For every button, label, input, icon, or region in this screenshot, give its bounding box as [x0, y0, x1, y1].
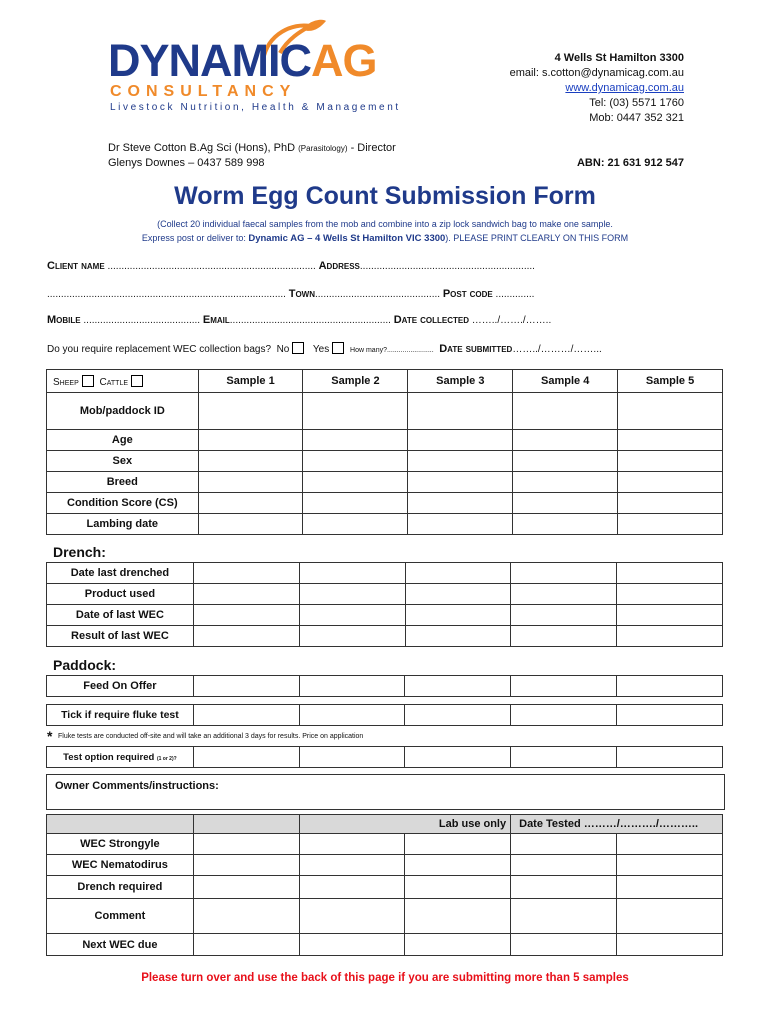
row-label-age: Age	[47, 430, 199, 451]
contact-block	[424, 51, 684, 126]
table-row	[47, 705, 723, 726]
abn-number: ABN: 21 631 912 547	[576, 157, 684, 169]
row-label-fluke-test: Tick if require fluke test	[47, 705, 194, 726]
test-option-table	[46, 746, 723, 768]
date-tested-label: Date Tested ………/………./………..	[511, 815, 723, 834]
contact-email: email: s.cotton@dynamicag.com.au	[509, 67, 684, 79]
fluke-note: Fluke tests are conducted off-site and will take an additional 3 days for results. Price on application	[58, 733, 364, 740]
no-checkbox[interactable]	[292, 342, 304, 354]
table-row	[47, 393, 723, 430]
table-row	[47, 855, 723, 876]
row-label-wec-strongyle: WEC Strongyle	[47, 834, 194, 855]
contact-address: 4 Wells St Hamilton 3300	[554, 52, 684, 64]
instruction-line-2: Express post or deliver to: Dynamic AG – 4 Wells St Hamilton VIC 3300). PLEASE PRINT CLEARLY ON THIS FORM	[141, 233, 629, 244]
row-label-feed-on-offer: Feed On Offer	[47, 676, 194, 697]
table-row	[47, 493, 723, 514]
row-label-test-option: Test option required (1 or 2)?	[47, 747, 194, 768]
sheep-checkbox[interactable]	[82, 375, 94, 387]
paddock-heading: Paddock:	[53, 657, 117, 673]
drench-heading: Drench:	[53, 544, 106, 560]
company-logo	[108, 35, 377, 86]
table-row	[47, 584, 723, 605]
owner-comments-label: Owner Comments/instructions:	[55, 780, 219, 792]
yes-checkbox[interactable]	[332, 342, 344, 354]
instruction-line-1: (Collect 20 individual faecal samples from the mob and combine into a zip lock sandwich bag to make one sample.	[157, 219, 613, 229]
town-field[interactable]: ...................................................................................... Town............................................. Post code ..............	[47, 288, 535, 300]
row-label-result-last-wec: Result of last WEC	[47, 626, 194, 647]
table-row	[47, 834, 723, 855]
row-label-sex: Sex	[47, 451, 199, 472]
row-label-mob-paddock: Mob/paddock ID	[47, 393, 199, 430]
owner-comments-box[interactable]	[46, 774, 725, 810]
contact-tel: Tel: (03) 5571 1760	[589, 97, 684, 109]
drench-table	[46, 562, 723, 647]
row-label-comment: Comment	[47, 899, 194, 934]
staff-director-paren: (Parasitology)	[298, 144, 348, 153]
table-row	[47, 934, 723, 956]
row-label-drench-required: Drench required	[47, 876, 194, 899]
staff-second-contact: Glenys Downes – 0437 589 998	[108, 157, 265, 169]
table-row	[47, 605, 723, 626]
client-name-field[interactable]: Client name ........................................................................... Address...............................................................	[47, 260, 535, 272]
fluke-table	[46, 704, 723, 726]
staff-block	[108, 141, 396, 171]
fluke-asterisk: *	[47, 728, 53, 744]
table-row	[47, 676, 723, 697]
lab-table	[46, 814, 723, 956]
table-row	[47, 514, 723, 535]
table-row	[47, 899, 723, 934]
staff-director-role: - Director	[350, 142, 396, 154]
table-row	[47, 451, 723, 472]
table-row	[47, 472, 723, 493]
contact-mob: Mob: 0447 352 321	[589, 112, 684, 124]
lab-use-only-label: Lab use only	[299, 815, 511, 834]
bags-question-row: Do you require replacement WEC collection bags? No Yes How many?........................ Date submitted……../………/……...	[47, 343, 602, 355]
table-row	[47, 876, 723, 899]
table-row	[47, 626, 723, 647]
row-label-condition-score: Condition Score (CS)	[47, 493, 199, 514]
logo-tagline: Livestock Nutrition, Health & Management	[110, 102, 401, 113]
staff-director-name: Dr Steve Cotton B.Ag Sci (Hons), PhD	[108, 142, 296, 154]
sample-2-header: Sample 2	[303, 370, 408, 393]
logo-ag-text: AG	[311, 35, 377, 86]
row-label-breed: Breed	[47, 472, 199, 493]
row-label-wec-nematodirus: WEC Nematodirus	[47, 855, 194, 876]
feed-table	[46, 675, 723, 697]
logo-dynamic-text: DYNAMIC	[108, 35, 311, 86]
table-row	[47, 747, 723, 768]
sample-4-header: Sample 4	[513, 370, 618, 393]
table-row	[47, 563, 723, 584]
sample-5-header: Sample 5	[618, 370, 723, 393]
lab-header-row	[47, 815, 723, 834]
logo-consultancy-text: CONSULTANCY	[110, 83, 297, 100]
row-label-product-used: Product used	[47, 584, 194, 605]
contact-website-link[interactable]: www.dynamicag.com.au	[565, 82, 684, 94]
table-row	[47, 430, 723, 451]
species-cell: Sheep Cattle	[47, 370, 199, 393]
row-label-date-last-wec: Date of last WEC	[47, 605, 194, 626]
sample-1-header: Sample 1	[198, 370, 303, 393]
sample-table	[46, 369, 723, 535]
mobile-email-field[interactable]: Mobile .......................................... Email.......................................................... Date collected ……../……./……..	[47, 314, 552, 326]
form-title: Worm Egg Count Submission Form	[174, 182, 596, 210]
sample-3-header: Sample 3	[408, 370, 513, 393]
row-label-date-last-drenched: Date last drenched	[47, 563, 194, 584]
cattle-checkbox[interactable]	[131, 375, 143, 387]
footer-note: Please turn over and use the back of this page if you are submitting more than 5 samples	[141, 972, 629, 984]
row-label-lambing-date: Lambing date	[47, 514, 199, 535]
row-label-next-wec-due: Next WEC due	[47, 934, 194, 956]
